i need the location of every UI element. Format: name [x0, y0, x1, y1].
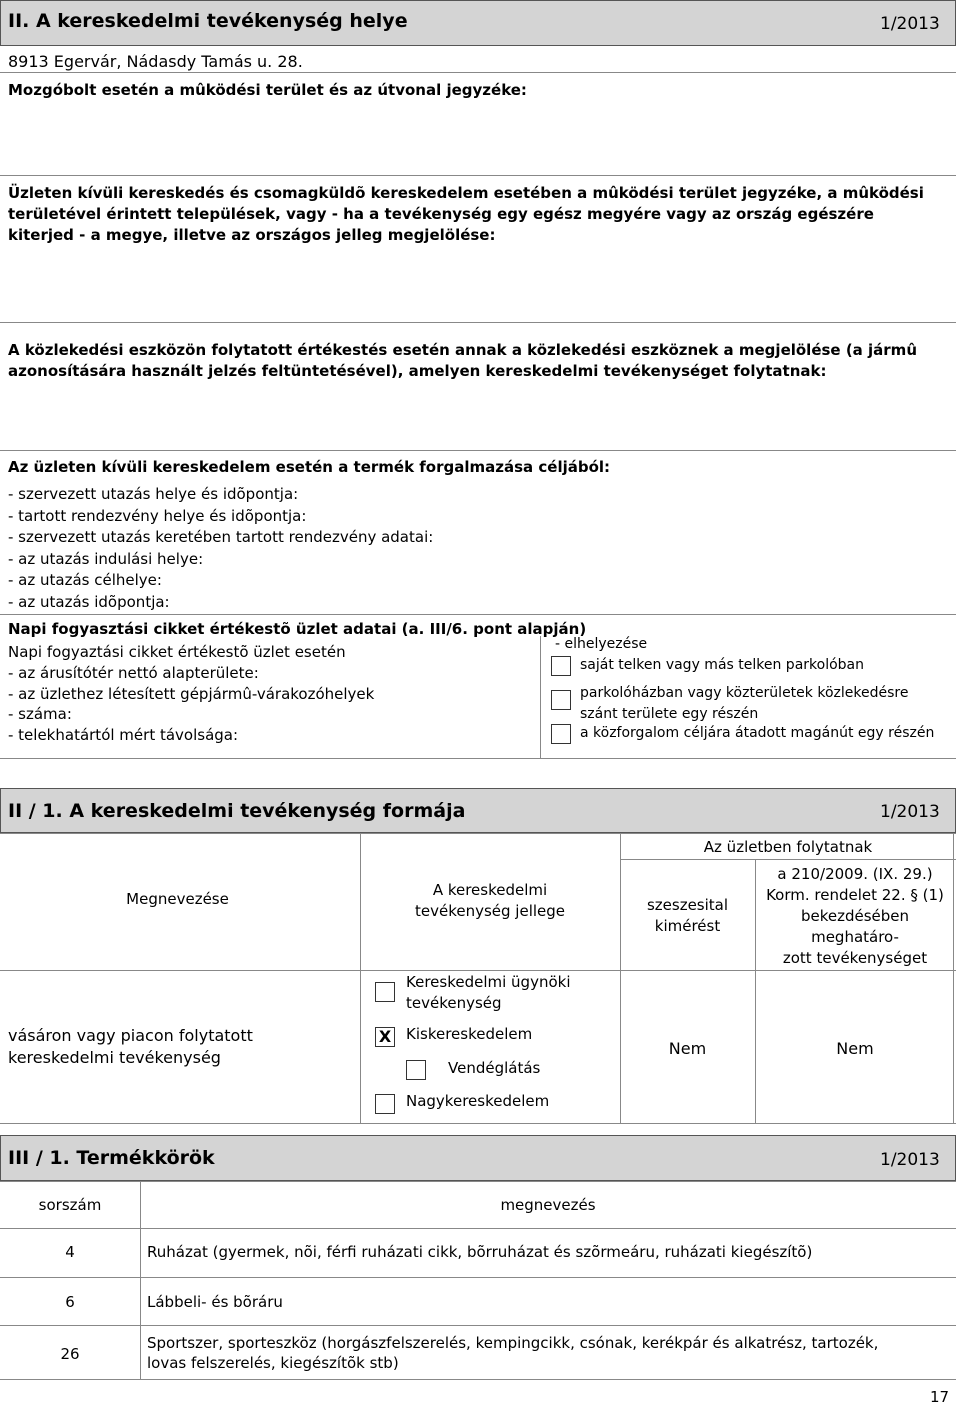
row-name-line: kereskedelmi tevékenység [8, 1048, 221, 1067]
col-header-korm-line: Korm. rendelet 22. § (1) [766, 886, 944, 904]
list-item: - szervezett utazás helye és idõpontja: [8, 485, 299, 503]
termek-title: Az üzleten kívüli kereskedelem esetén a termék forgalmazása céljából: [8, 458, 611, 476]
row-name-line: lovas felszerelés, kiegészítõk stb) [147, 1354, 399, 1372]
divider [0, 833, 956, 834]
section-ii1-code: 1/2013 [880, 802, 940, 822]
list-item: - szervezett utazás keretében tartott rendezvény adatai: [8, 528, 434, 546]
napi-title: Napi fogyasztási cikket értékestõ üzlet adatai (a. III/6. pont alapján) [8, 620, 587, 638]
ugynoki-label-line: tevékenység [406, 994, 502, 1012]
divider [540, 636, 541, 758]
row-name-line: vásáron vagy piacon folytatott [8, 1026, 253, 1045]
divider [0, 1277, 956, 1278]
elhelyezese-label: - elhelyezése [555, 636, 648, 652]
list-item: - az üzlethez létesített gépjármû-várakozóhelyek [8, 684, 375, 703]
list-item: - száma: [8, 705, 72, 724]
row-number: 26 [60, 1345, 80, 1363]
parking-public-checkbox[interactable] [551, 690, 571, 710]
col-header-termek-megnevezes: megnevezés [500, 1196, 596, 1214]
divider [360, 833, 361, 1123]
divider [620, 833, 621, 1123]
ugynoki-checkbox[interactable] [375, 982, 395, 1002]
uzleten-kivuli-label: Üzleten kívüli kereskedés és csomagküldõ kereskedelem esetében a mûködési terület jegyzéke, a mûködési területével érintett települések, vagy - ha a tevékenység egy egész megyére vagy az ország egészére kiterjed - a megye, illetve az országos jelleg megjelölése: [8, 184, 924, 244]
divider [0, 1181, 956, 1182]
kisker-checkbox[interactable]: X [375, 1027, 395, 1047]
col-header-korm-line: a 210/2009. (IX. 29.) [777, 865, 933, 883]
col-header-uzletben: Az üzletben folytatnak [703, 838, 873, 856]
col-header-jelleg [360, 880, 620, 922]
divider [620, 859, 956, 860]
row-name [147, 1333, 878, 1373]
ugynoki-label-line: Kereskedelmi ügynöki [406, 973, 571, 991]
divider [0, 758, 956, 759]
divider [0, 970, 956, 971]
row-name: Ruházat (gyermek, nõi, férfi ruházati cikk, bõrruházat és szõrmeáru, ruházati kiegészítõ) [147, 1243, 813, 1261]
termek-list [8, 484, 433, 613]
divider [0, 322, 956, 323]
col-header-korm [755, 864, 955, 969]
col-header-korm-line: meghatáro- [811, 928, 899, 946]
section-iii1-title: III / 1. Termékkörök [8, 1147, 215, 1169]
col-header-jelleg-line: A kereskedelmi [432, 881, 548, 899]
row-number: 6 [65, 1293, 75, 1311]
vendeglatas-checkbox[interactable] [406, 1060, 426, 1080]
list-item: - az árusítótér nettó alapterülete: [8, 663, 259, 682]
section-ii-code: 1/2013 [880, 14, 940, 34]
divider [0, 1379, 956, 1380]
parking-own-checkbox[interactable] [551, 656, 571, 676]
list-item: Napi fogyaztási cikket értékestõ üzlet esetén [8, 643, 346, 661]
list-item: - az utazás indulási helye: [8, 549, 204, 568]
divider [0, 72, 956, 73]
nagyker-label: Nagykereskedelem [406, 1092, 550, 1110]
list-item: - tartott rendezvény helye és idõpontja: [8, 506, 307, 525]
parking-public-label [580, 683, 908, 725]
korm-value: Nem [836, 1039, 874, 1058]
list-item: - az utazás célhelye: [8, 571, 162, 589]
section-ii-title: II. A kereskedelmi tevékenység helye [8, 10, 408, 32]
parking-public-label-line: parkolóházban vagy közterületek közlekedésre [580, 685, 909, 701]
parking-public-label-line: szánt területe egy részén [580, 706, 759, 722]
col-header-szeszesital [620, 895, 755, 937]
row-name: Lábbeli- és bõráru [147, 1293, 283, 1311]
parking-private-road-label: a közforgalom céljára átadott magánút egy részén [580, 725, 935, 741]
divider [0, 1325, 956, 1326]
vendeglatas-label: Vendéglátás [448, 1059, 541, 1077]
kisker-label: Kiskereskedelem [406, 1025, 533, 1043]
row-number: 4 [65, 1243, 75, 1261]
divider [0, 1123, 956, 1124]
col-header-korm-line: zott tevékenységet [782, 949, 928, 967]
row-name [8, 1025, 253, 1069]
kozlekedesi-label: A közlekedési eszközön folytatott értékestés esetén annak a közlekedési eszköznek a megjelölése (a jármû azonosítására használt jelzés feltüntetésével), amelyen kereskedelmi tevékenységet folytatnak: [8, 341, 917, 380]
ugynoki-label [406, 972, 571, 1014]
mozgobolt-label: Mozgóbolt esetén a mûködési terület és az útvonal jegyzéke: [8, 81, 527, 99]
address: 8913 Egervár, Nádasdy Tamás u. 28. [8, 52, 303, 71]
col-header-korm-line: bekezdésében [800, 907, 910, 925]
section-iii1-code: 1/2013 [880, 1150, 940, 1170]
col-header-sorszam: sorszám [38, 1196, 102, 1214]
list-item: - az utazás idõpontja: [8, 592, 170, 611]
divider [0, 614, 956, 615]
page-number: 17 [930, 1388, 950, 1406]
col-header-szeszesital-line: szeszesital [646, 896, 729, 914]
parking-own-label: saját telken vagy más telken parkolóban [580, 657, 864, 673]
parking-private-road-checkbox[interactable] [551, 724, 571, 744]
section-ii1-title: II / 1. A kereskedelmi tevékenység formája [8, 800, 466, 822]
col-header-megnevezes: Megnevezése [126, 890, 229, 908]
col-header-jelleg-line: tevékenység jellege [414, 902, 566, 920]
divider [0, 175, 956, 176]
napi-list [8, 642, 374, 746]
divider [0, 450, 956, 451]
list-item: - telekhatártól mért távolsága: [8, 726, 239, 745]
nagyker-checkbox[interactable] [375, 1094, 395, 1114]
divider [0, 1228, 956, 1229]
col-header-szeszesital-line: kimérést [654, 917, 721, 935]
row-name-line: Sportszer, sporteszköz (horgászfelszerelés, kempingcikk, csónak, kerékpár és alkatrész, tartozék, [147, 1334, 879, 1352]
szeszesital-value: Nem [668, 1039, 707, 1058]
